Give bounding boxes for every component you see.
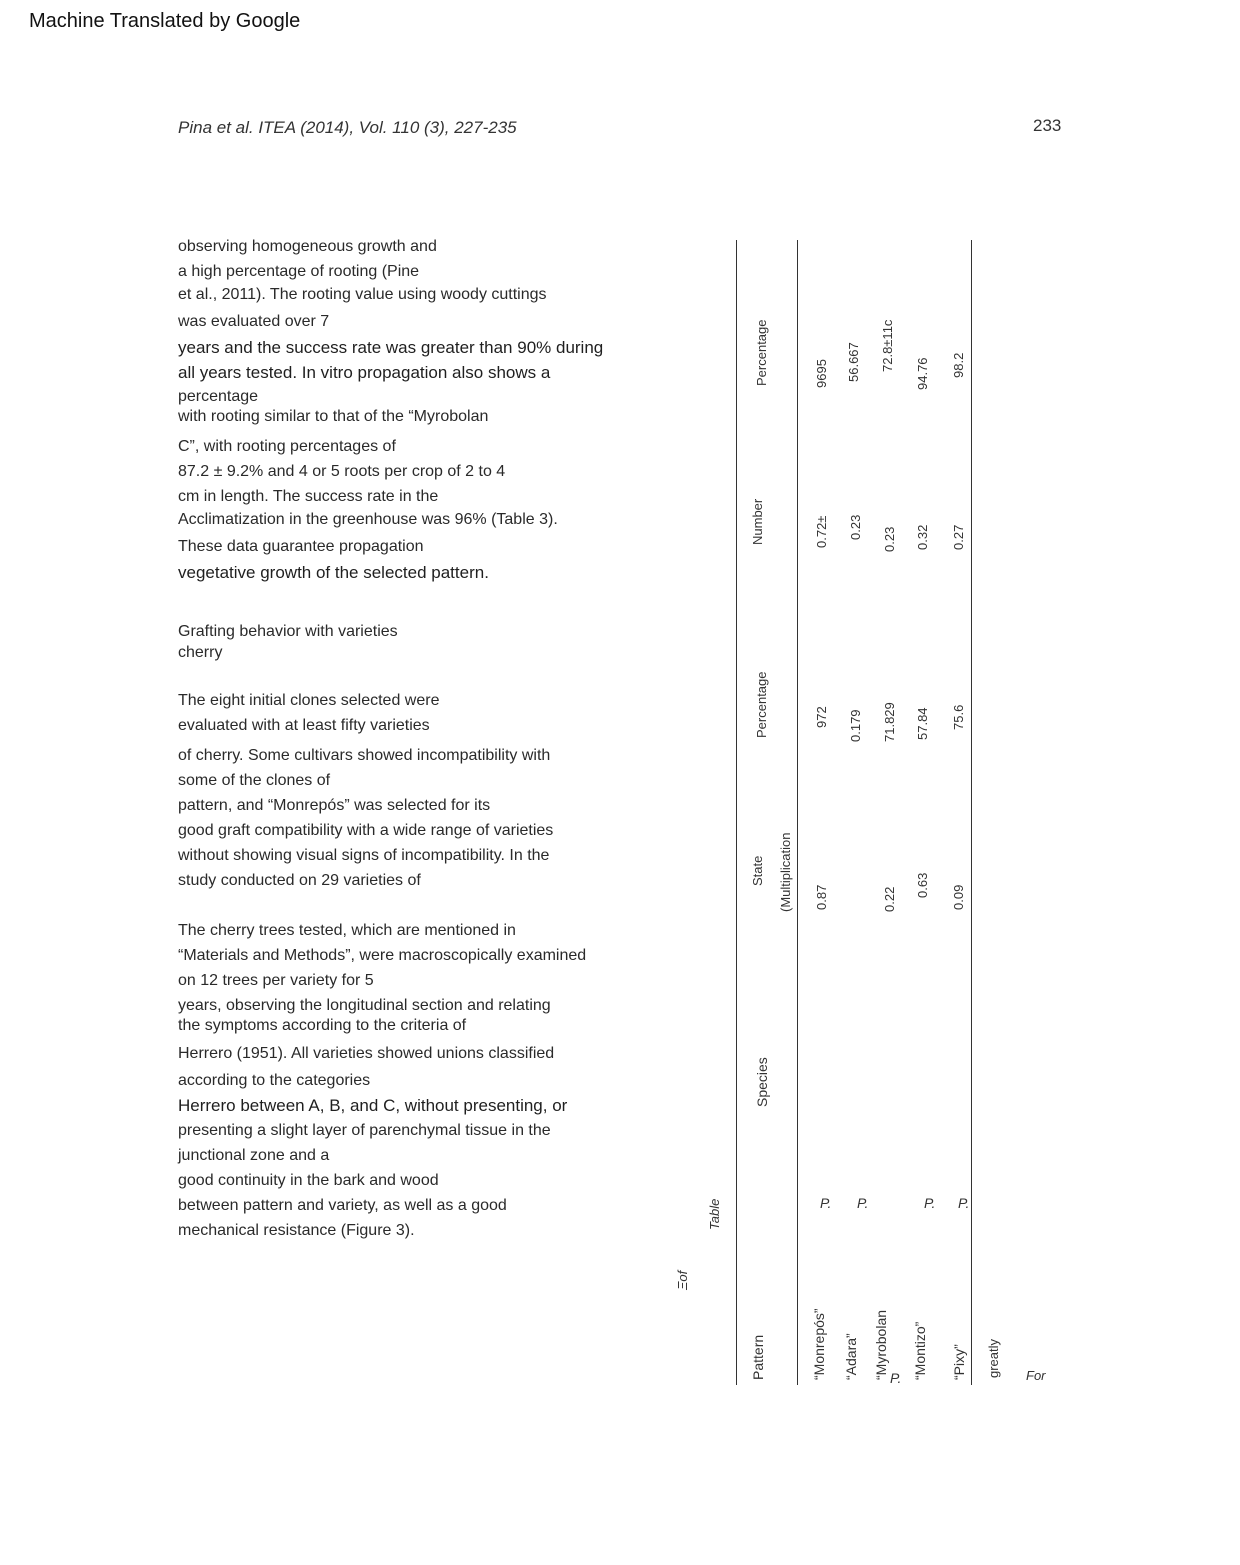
cell-percentage-2: 98.2: [951, 352, 966, 378]
page-number: 233: [1033, 116, 1062, 135]
cell-species: P.: [890, 1370, 902, 1386]
cell-species: P.: [857, 1195, 869, 1211]
cell-percentage-1: 57.84: [915, 707, 930, 740]
cell-pattern: “Pixy”: [951, 1344, 967, 1380]
body-line: between pattern and variety, as well as a good: [178, 1197, 507, 1214]
body-line: junctional zone and a: [178, 1147, 330, 1164]
translation-banner: Machine Translated by Google: [29, 10, 301, 32]
cell-percentage-2: 94.76: [915, 357, 930, 390]
cell-pattern: “Monrepós”: [811, 1308, 827, 1380]
cell-number: 0.27: [951, 524, 966, 550]
body-line: some of the clones of: [178, 772, 331, 789]
body-line: observing homogeneous growth and: [178, 238, 437, 255]
cell-number: 0.32: [915, 524, 930, 550]
cell-state: 0.87: [814, 884, 829, 910]
cell-percentage-2: 9695: [814, 359, 829, 388]
table-caption: Table: [707, 1198, 722, 1230]
body-line: all years tested. In vitro propagation also shows a: [178, 363, 551, 382]
body-line: good continuity in the bark and wood: [178, 1172, 439, 1189]
cell-species: P.: [958, 1195, 970, 1211]
cell-number: 0.23: [882, 526, 897, 552]
header-pattern: Pattern: [750, 1334, 766, 1380]
body-line: C”, with rooting percentages of: [178, 438, 396, 455]
body-line: “Materials and Methods”, were macroscopically examined: [178, 947, 587, 964]
cell-percentage-1: 972: [814, 706, 829, 728]
header-percentage-1: Percentage: [754, 671, 769, 738]
body-line: years, observing the longitudinal section and relating: [178, 997, 551, 1014]
cell-state: 0.09: [951, 884, 966, 910]
header-stage: (Multiplication: [778, 832, 793, 912]
cell-state: 0.63: [915, 872, 930, 898]
table-rule-top: [736, 240, 737, 1385]
section-heading: Grafting behavior with varieties: [178, 623, 398, 640]
body-line: on 12 trees per variety for 5: [178, 972, 374, 989]
body-line: The cherry trees tested, which are mentioned in: [178, 922, 516, 939]
body-line: percentage: [178, 388, 259, 405]
table-rule-bottom: [971, 240, 972, 1385]
cell-pattern: “Adara”: [843, 1333, 859, 1380]
body-line: et al., 2011). The rooting value using woody cuttings: [178, 286, 547, 303]
body-line: These data guarantee propagation: [178, 538, 424, 555]
cell-species: P.: [924, 1195, 936, 1211]
body-line: without showing visual signs of incompatibility. In the: [178, 847, 550, 864]
cell-species: P.: [820, 1195, 832, 1211]
cell-percentage-1: 71.829: [882, 702, 897, 742]
cell-pattern: “Montizo”: [912, 1321, 928, 1380]
body-line: study conducted on 29 varieties of: [178, 872, 421, 889]
body-line: years and the success rate was greater than 90% during: [178, 338, 604, 357]
body-line: a high percentage of rooting (Pine: [178, 263, 420, 280]
cell-percentage-1: 75.6: [951, 704, 966, 730]
cell-number: 0.23: [848, 514, 863, 540]
body-line: was evaluated over 7: [178, 313, 330, 330]
table-caption-sub: Ξof: [675, 1270, 690, 1290]
running-head: Pina et al. ITEA (2014), Vol. 110 (3), 227-235: [178, 118, 517, 137]
cell-percentage-2: 56.667: [846, 342, 861, 382]
body-line: mechanical resistance (Figure 3).: [178, 1222, 415, 1239]
body-line: 87.2 ± 9.2% and 4 or 5 roots per crop of 2 to 4: [178, 463, 506, 480]
body-line: evaluated with at least fifty varieties: [178, 717, 430, 734]
body-line: The eight initial clones selected were: [178, 692, 440, 709]
body-line: vegetative growth of the selected pattern.: [178, 563, 489, 582]
table-footnote: For: [1026, 1368, 1046, 1383]
table-side-note: greatly: [986, 1338, 1001, 1378]
body-line: good graft compatibility with a wide range of varieties: [178, 822, 554, 839]
cell-percentage-1: 0.179: [848, 709, 863, 742]
body-line: pattern, and “Monrepós” was selected for its: [178, 797, 491, 814]
body-line: Acclimatization in the greenhouse was 96% (Table 3).: [178, 511, 558, 528]
body-line: cm in length. The success rate in the: [178, 488, 439, 505]
cell-pattern: “Myrobolan: [873, 1309, 889, 1380]
body-line: with rooting similar to that of the “Myrobolan: [178, 408, 489, 425]
header-percentage-2: Percentage: [754, 319, 769, 386]
cell-percentage-2: 72.8±11c: [880, 319, 895, 372]
header-number: Number: [750, 498, 765, 545]
body-line: the symptoms according to the criteria of: [178, 1017, 467, 1034]
cell-state: 0.22: [882, 886, 897, 912]
body-line: Herrero (1951). All varieties showed unions classified: [178, 1045, 555, 1062]
header-state: State: [750, 855, 765, 886]
body-line: of cherry. Some cultivars showed incompatibility with: [178, 747, 551, 764]
body-line: presenting a slight layer of parenchymal tissue in the: [178, 1122, 551, 1139]
body-line: Herrero between A, B, and C, without presenting, or: [178, 1096, 568, 1115]
body-line: according to the categories: [178, 1072, 371, 1089]
header-species: Species: [754, 1057, 770, 1107]
cell-number: 0.72±: [814, 515, 829, 548]
section-heading: cherry: [178, 644, 223, 661]
table-rule-header: [797, 240, 798, 1385]
